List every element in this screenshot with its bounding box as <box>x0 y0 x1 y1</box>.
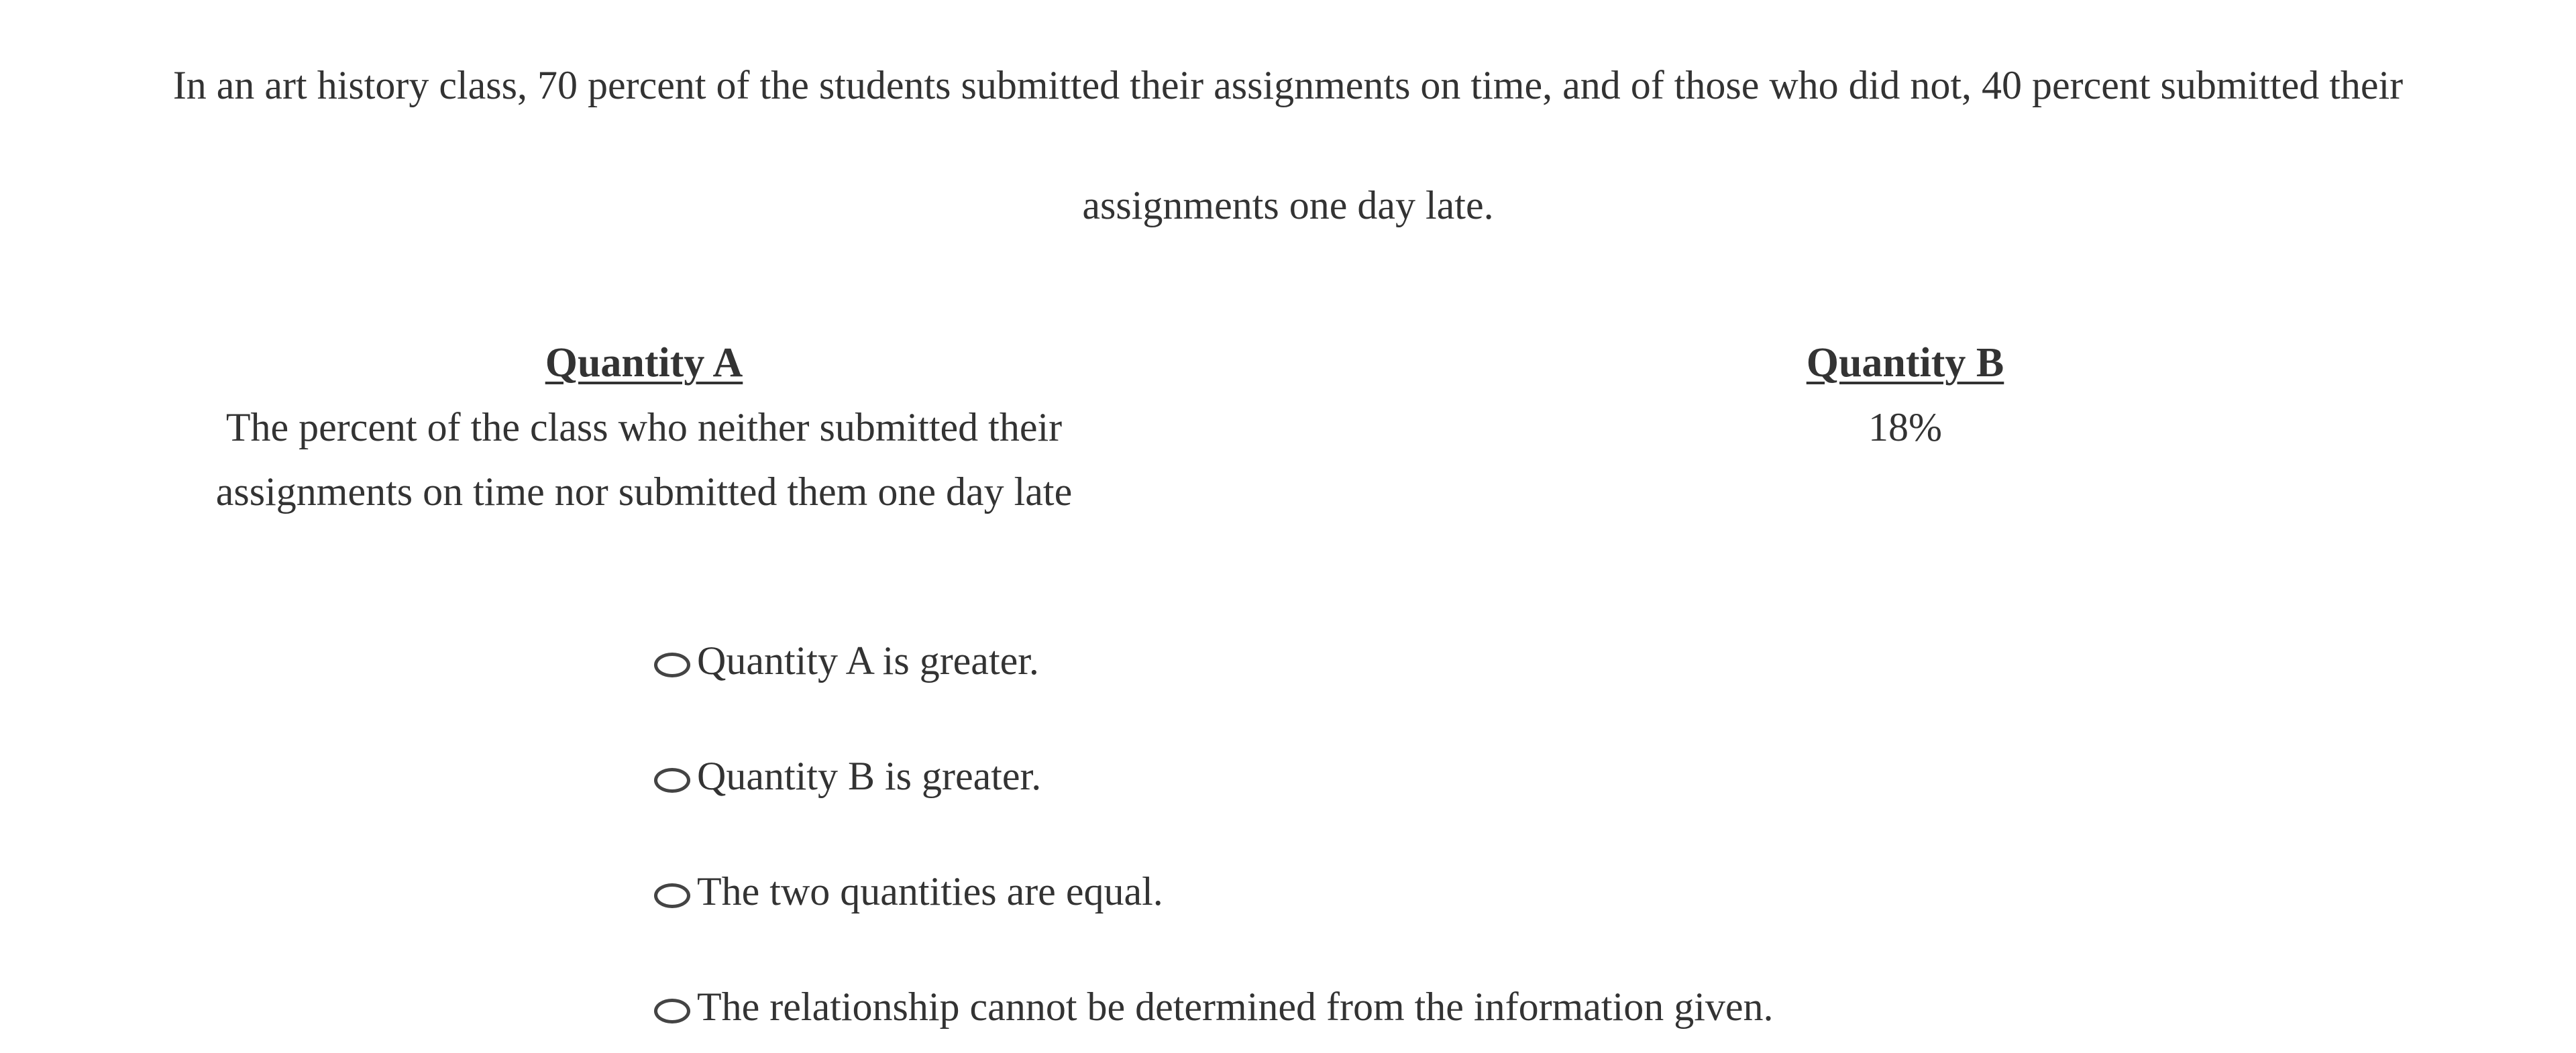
answer-label: Quantity B is greater. <box>697 754 1042 798</box>
answer-option-b-greater[interactable] <box>654 742 2063 810</box>
quantity-a-text <box>161 395 1127 524</box>
radio-button-icon[interactable] <box>654 653 690 677</box>
question-stem: In an art history class, 70 percent of the students submitted their assignments on time, and of those who did not, 40 percent submitted their assignments one day late. <box>172 63 2404 227</box>
quantity-a-column <box>161 334 1127 524</box>
quantity-a-heading: Quantity A <box>545 340 743 386</box>
radio-button-icon[interactable] <box>654 883 690 908</box>
answer-label: The two quantities are equal. <box>697 869 1163 913</box>
quantity-b-heading: Quantity B <box>1806 340 2004 386</box>
answer-option-cannot-determine[interactable] <box>654 973 2063 1040</box>
quantity-a-line-1: The percent of the class who neither submitted their <box>225 405 1063 449</box>
answer-option-equal[interactable] <box>654 858 2063 925</box>
answer-choices <box>654 627 2063 1040</box>
quantity-b-column <box>1744 334 2066 459</box>
quantity-a-line-2: assignments on time nor submitted them one day late <box>215 469 1073 514</box>
radio-button-icon[interactable] <box>654 768 690 793</box>
radio-button-icon[interactable] <box>654 999 690 1023</box>
answer-label: Quantity A is greater. <box>697 639 1039 683</box>
answer-label: The relationship cannot be determined from the information given. <box>697 985 1774 1029</box>
answer-option-a-greater[interactable] <box>654 627 2063 694</box>
quantity-b-value: 18% <box>1868 405 1942 449</box>
